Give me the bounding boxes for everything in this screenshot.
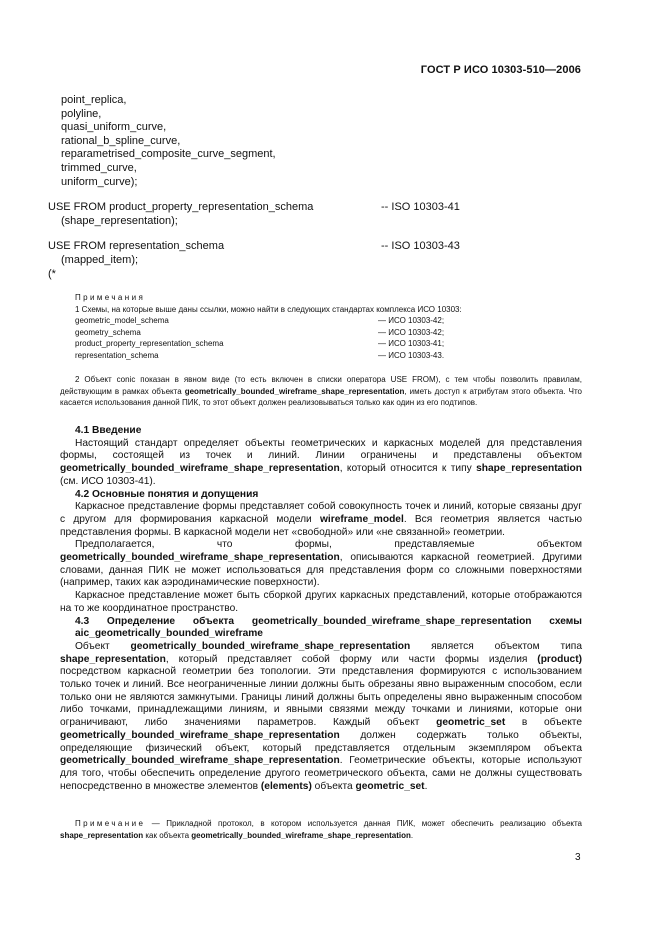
schema-standard: — ИСО 10303-43. <box>378 350 445 360</box>
notes-heading: Примечания <box>75 293 146 302</box>
code-comment: -- ISO 10303-41 <box>381 201 460 214</box>
entity-name: geometrically_bounded_wireframe_shape_representation <box>60 463 340 475</box>
note-2 <box>60 374 582 409</box>
entity-name: geometrically_bounded_wireframe_shape_representation <box>60 755 340 767</box>
entity-name: shape_representation <box>60 831 144 840</box>
entity-name: shape_representation <box>476 463 582 475</box>
code-line: (* <box>48 267 56 280</box>
code-use-statement <box>48 240 568 254</box>
schema-ref-row <box>75 350 585 362</box>
schema-ref-row <box>75 338 585 350</box>
entity-name: geometric_set <box>355 780 425 792</box>
page-number: 3 <box>575 852 581 863</box>
entity-name: wireframe_model <box>320 513 404 525</box>
schema-name: geometry_schema <box>75 327 141 337</box>
entity-name: shape_representation <box>60 653 166 665</box>
schema-standard: — ИСО 10303-42; <box>378 316 445 326</box>
text: . <box>410 831 414 840</box>
code-line: reparametrised_composite_curve_segment, <box>61 148 276 161</box>
code-line: uniform_curve); <box>61 175 138 188</box>
schema-name: representation_schema <box>75 350 159 360</box>
code-line: rational_b_spline_curve, <box>61 134 181 147</box>
entity-name: geometrically_bounded_wireframe_shape_representation <box>184 386 405 396</box>
paragraph <box>60 641 582 793</box>
text: . Вся геометрия является частью представления формы. В каркасной модели нет «свободной» или «не связанной» геометрии. <box>60 513 583 538</box>
note-text: , иметь доступ к атрибутам этого объекта. Что касается использования данной ПИК, то этот объект должен реализовываться только как один из его подтипов. <box>60 386 582 408</box>
text: . <box>424 780 428 792</box>
entity-name: geometric_set <box>436 717 506 729</box>
entity-name: geometrically_bounded_wireframe_shape_representation <box>60 729 340 741</box>
entity-name: geometrically_bounded_wireframe_shape_representation <box>60 552 340 564</box>
note-label: Примечание <box>75 819 146 828</box>
schema-name: geometric_model_schema <box>75 316 169 326</box>
entity-name: geometrically_bounded_wireframe_shape_representation <box>130 640 411 652</box>
text: Предполагается, что формы, представляемые объектом <box>75 539 582 551</box>
text: Каркасное представление формы представляет собой совокупность точек и линий, которые связаны друг с другом для формирования каркасной модели <box>60 501 582 525</box>
text: . Геометрические объекты, которые используют для того, чтобы обеспечить определение другого геометрического объекта, сами не должны существовать непосредственно в множестве элементов <box>60 755 582 792</box>
main-text <box>60 425 582 793</box>
code-line: trimmed_curve, <box>61 161 137 174</box>
text: (см. ИСО 10303-41). <box>60 475 156 487</box>
code-line: (mapped_item); <box>61 253 139 266</box>
code-use-statement <box>48 201 568 215</box>
bottom-note <box>60 818 582 842</box>
code-line: polyline, <box>61 107 102 120</box>
text: — Прикладной протокол, в котором используется данная ПИК, может обеспечить реализацию объекта <box>145 819 582 828</box>
text: как объекта <box>143 831 192 840</box>
code-line: (shape_representation); <box>61 214 178 227</box>
code-comment: -- ISO 10303-43 <box>381 240 460 253</box>
schema-standard: — ИСО 10303-42; <box>378 327 445 337</box>
express-code-block <box>48 94 568 281</box>
code-line: quasi_uniform_curve, <box>61 121 167 134</box>
text: в объекте <box>505 717 582 729</box>
text: , который относится к типу <box>339 463 477 475</box>
section-4-1-heading: 4.1 Введение <box>75 425 142 436</box>
paragraph <box>60 501 582 539</box>
schema-ref-row <box>75 327 585 339</box>
note-1: 1 Схемы, на которые выше даны ссылки, можно найти в следующих стандартах комплекса ИСО 10303: <box>75 304 462 314</box>
text: является объектом типа <box>410 640 582 652</box>
document-header: ГОСТ Р ИСО 10303-510—2006 <box>420 64 581 76</box>
use-stmt: USE FROM representation_schema <box>48 240 225 253</box>
section-4-3-heading: 4.3 Определение объекта geometrically_bounded_wireframe_shape_representation схемы aic_geometrically_bounded_wireframe <box>75 615 582 640</box>
paragraph <box>60 438 582 489</box>
entity-name: geometrically_bounded_wireframe_shape_representation <box>191 831 411 840</box>
schema-name: product_property_representation_schema <box>75 339 224 349</box>
text: , описываются каркасной геометрией. Другими словами, данная ПИК не может использоваться для представления форм со сложными поверхностями (например, таких как аэродинамические поверхности). <box>60 552 582 589</box>
entity-name: (elements) <box>260 780 312 792</box>
text: Объект <box>75 640 131 652</box>
paragraph: Каркасное представление может быть сборкой других каркасных представлений, которые отображаются на то же координатное пространство. <box>60 590 582 614</box>
notes-block <box>75 292 585 362</box>
text: , который представляет собой форму или части формы изделия <box>165 653 538 665</box>
text: посредством каркасной геометрии без топологии. Эти представления формируются с использованием только точек и линий. Все неограниченные линии должны быть обрезаны явно выраженным способом, если только они не являются замкнутыми. Границы линий должны быть определены явно выраженным способом либо точками, принадлежащими линиям, и явными связями между точками и линиями, которые они ограничивают, либо значениями параметров. Каждый объект <box>60 666 582 729</box>
section-4-2-heading: 4.2 Основные понятия и допущения <box>75 488 259 500</box>
use-stmt: USE FROM product_property_representation_schema <box>48 201 314 214</box>
text: должен содержать только объекты, определяющие физический объект, который представляется отдельным экземпляром объекта <box>60 729 582 754</box>
schema-standard: — ИСО 10303-41; <box>378 339 445 349</box>
entity-name: (product) <box>537 653 582 665</box>
text: объекта <box>311 780 356 792</box>
code-line: point_replica, <box>61 94 127 106</box>
paragraph <box>60 539 582 590</box>
schema-ref-row <box>75 315 585 327</box>
text: Настоящий стандарт определяет объекты геометрических и каркасных моделей для представления формы, состоящей из точек и линий. Линии ограничены и представлены объектом <box>60 437 582 462</box>
note-text: 2 Объект conic показан в явном виде (то есть включен в списки оператора USE FROM), с тем чтобы позволить правилам, действующим в рамках объекта <box>60 375 582 396</box>
